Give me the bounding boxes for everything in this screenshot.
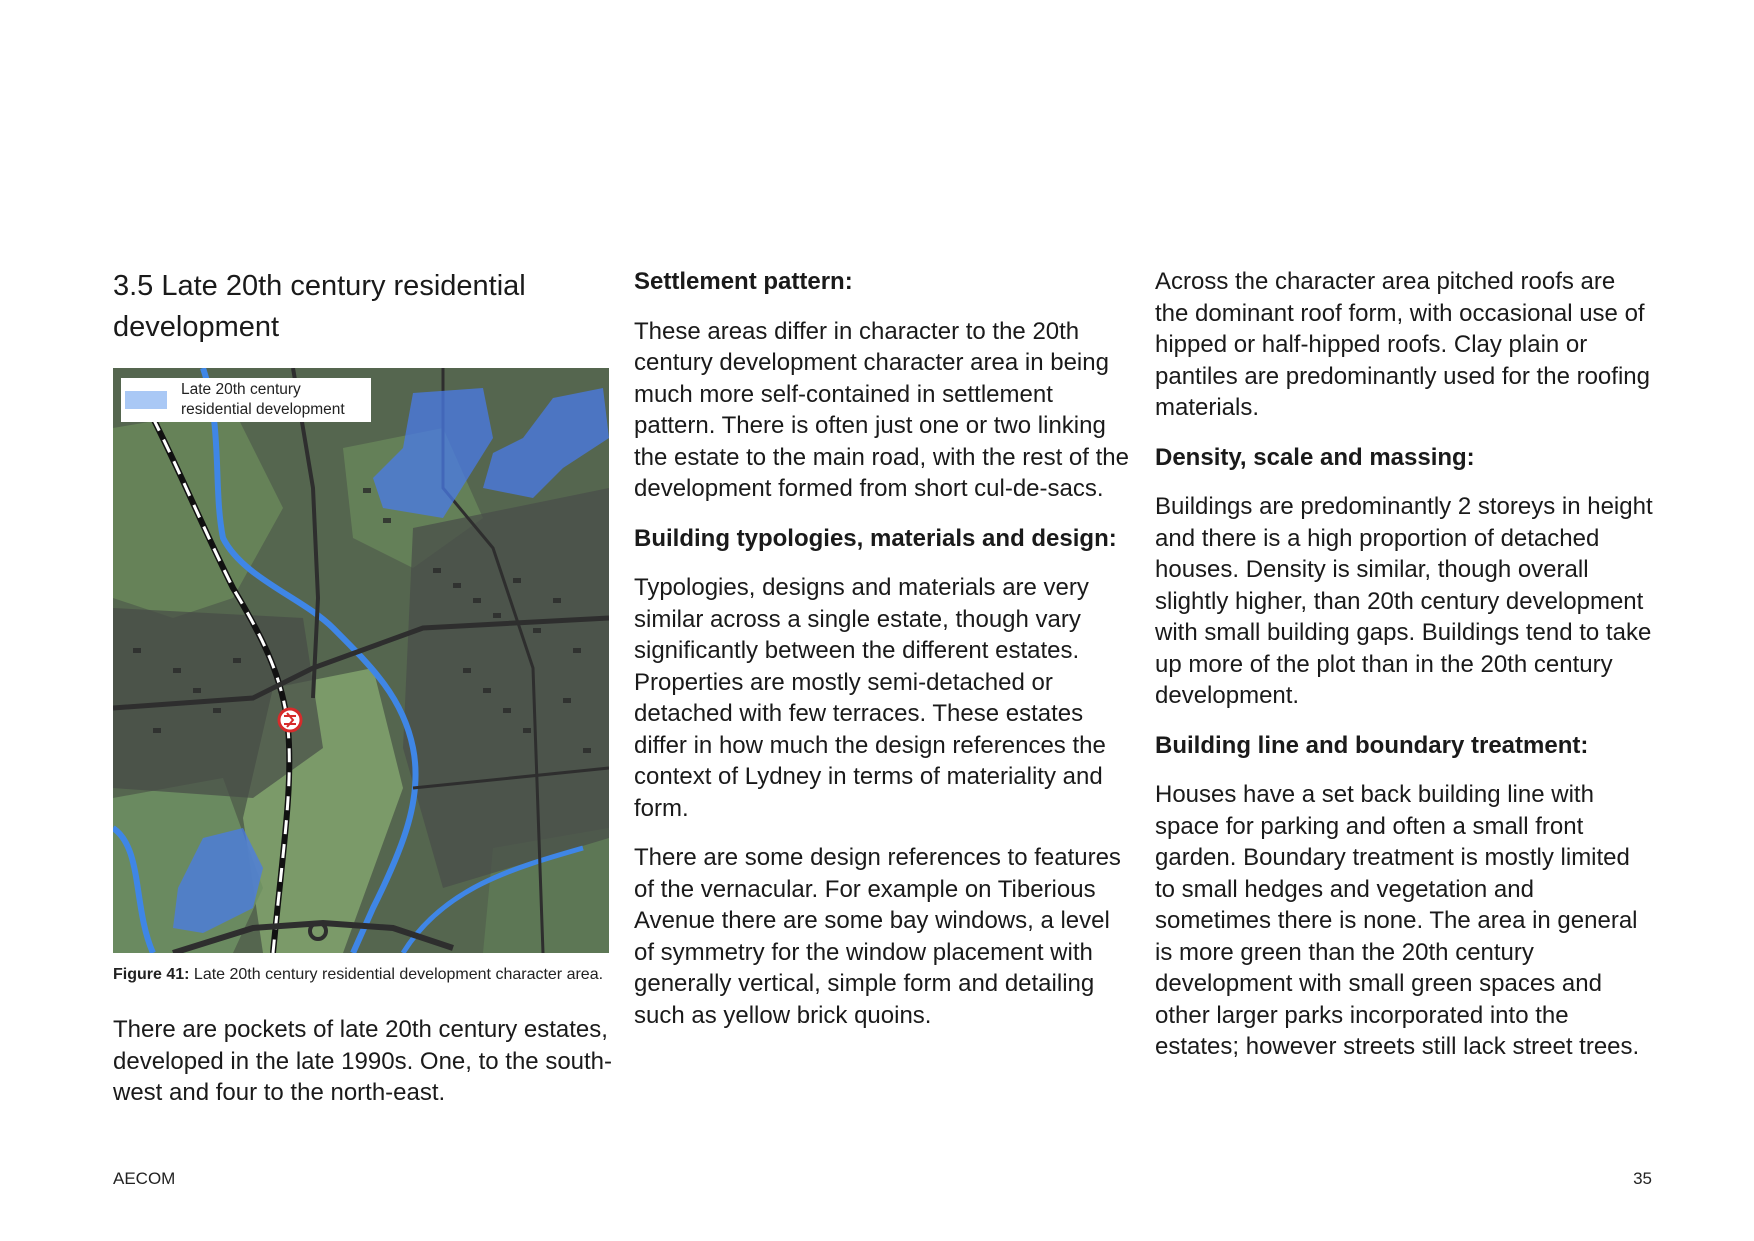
paragraph-roof-forms: Across the character area pitched roofs are the dominant roof form, with occasional use of hipped or half-hipped roofs. Clay plain or pantiles are predominantly used for the roofing materials.	[1155, 268, 1650, 421]
middle-column	[634, 266, 1134, 1049]
page-number: 35	[1633, 1169, 1652, 1188]
legend-swatch	[125, 391, 167, 409]
map-legend	[121, 378, 371, 422]
aerial-map-figure	[113, 368, 609, 953]
heading-building-line-boundary: Building line and boundary treatment:	[1155, 731, 1589, 759]
left-column	[113, 266, 613, 348]
legend-label-line1: Late 20th century	[181, 381, 301, 398]
footer-brand: AECOM	[113, 1169, 176, 1188]
paragraph-building-line-boundary: Houses have a set back building line with space for parking and often a small front garden. Boundary treatment is mostly limited to small hedges and vegetation and sometimes there is none. The area in general is more green than the 20th century development with small green spaces and other larger parks incorporated into the estates; however streets still lack street trees.	[1155, 781, 1640, 1060]
heading-settlement-pattern: Settlement pattern:	[634, 268, 853, 295]
heading-building-typologies: Building typologies, materials and design:	[634, 524, 1117, 552]
right-column	[1155, 266, 1655, 1081]
figure-caption-label: Figure 41:	[113, 966, 190, 983]
section-title	[113, 266, 613, 348]
legend-label	[181, 380, 345, 420]
left-column-body	[113, 1014, 623, 1127]
legend-label-line2: residential development	[181, 401, 345, 418]
figure-caption	[113, 965, 613, 984]
section-title-line1: 3.5 Late 20th century residential	[113, 270, 526, 302]
paragraph-vernacular-references: There are some design references to features of the vernacular. For example on Tiberious Avenue there are some bay windows, a level of symmetry for the window placement with generally vertical, simple form and detailing such as yellow brick quoins.	[634, 844, 1121, 1029]
paragraph-building-typologies: Typologies, designs and materials are very similar across a single estate, though vary significantly between the different estates. Properties are mostly semi-detached or detached with few terraces. These estates differ in how much the design references the context of Lydney in terms of materiality and form.	[634, 574, 1106, 822]
heading-density-scale-massing: Density, scale and massing:	[1155, 443, 1475, 471]
paragraph-density-scale-massing: Buildings are predominantly 2 storeys in height and there is a high proportion of detached houses. Density is similar, though overall slightly higher, than 20th century development with small building gaps. Buildings tend to take up more of the plot than in the 20th century development.	[1155, 493, 1653, 709]
aerial-map-image	[113, 368, 609, 953]
section-title-line2: development	[113, 311, 280, 343]
intro-paragraph: There are pockets of late 20th century estates, developed in the late 1990s. One, to the south-west and four to the north-east.	[113, 1016, 613, 1106]
figure-caption-text: Late 20th century residential development character area.	[189, 966, 604, 983]
paragraph-settlement-pattern: These areas differ in character to the 20th century development character area in being much more self-contained in settlement pattern. There is often just one or two linking the estate to the main road, with the rest of the development formed from short cul-de-sacs.	[634, 317, 1129, 502]
